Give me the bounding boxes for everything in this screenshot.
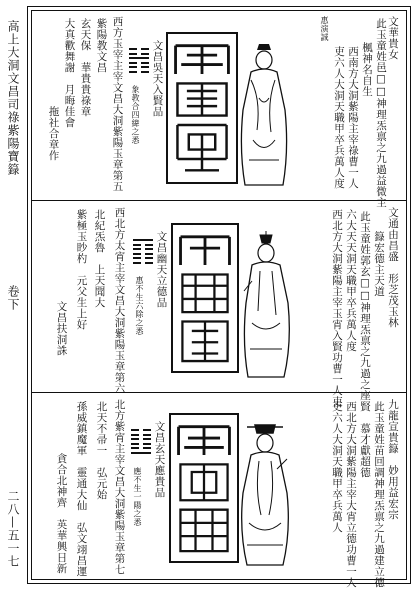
page-number: 二八—五一七 — [6, 490, 20, 568]
hexagram-2 — [133, 239, 153, 266]
panel-3-left-text-3: 貪合北神齊 英華興日新 — [55, 453, 68, 574]
panel-3-right-text-1: 此玉童姓苗回調神理炁禀之九過建立德 — [373, 401, 385, 588]
panel-2-seal-title: 文昌幽天立德品 — [155, 231, 168, 308]
panel-3-right-text-0: 九龍宣貴籙 妙用益宏宗 — [387, 399, 399, 520]
seal-script-block-1 — [166, 32, 238, 184]
panel-1 — [31, 10, 407, 208]
panel-2-left-text-3: 文昌扶洞誅 — [55, 301, 68, 356]
panel-1-seal-title: 文昌吳天入賢品 — [151, 40, 164, 117]
panel-3-left-text-1: 北天不帚一 弘元始 — [95, 401, 108, 500]
panel-2-hexagram-caption: 惠不生六除之悉 — [135, 276, 144, 336]
panel-1-left-text-4: 拖社合章作 — [47, 18, 60, 161]
panel-2-left-text-1: 北紀炁魯 上天聞大 — [93, 209, 106, 308]
deity-figure-2 — [236, 231, 296, 381]
volume-label: 卷下 — [6, 285, 20, 311]
panel-1-left-text-0: 西方玉宰主宰文昌大洞紫陽玉章第五 — [111, 16, 124, 192]
panel-2-right-text-3: 六大天天洞天職甲卒兵萬人度 — [345, 209, 357, 352]
panel-1-right-text-5: 惠演誠 — [320, 16, 329, 42]
panel-1-left-text-1: 紫陽教文昌 — [95, 18, 108, 73]
book-title: 高上大洞文昌司祿紫陽寶籙 — [6, 20, 20, 176]
panel-2-right-text-0: 文通由昌盛 形芝茂玉林 — [387, 207, 399, 328]
deity-figure-1 — [231, 40, 296, 190]
panel-3-left-text-2: 孫威鎮魔軍 靈通大仙 弘文翊昌運 — [75, 401, 88, 577]
panel-3-right-text-4: 吏六人大洞天職甲卒兵萬人 — [331, 401, 343, 533]
panel-2-right-text-1: 籙宏德主天道 — [373, 231, 385, 297]
panel-2-left-text-2: 紫極玉眇杓 元父生上好 — [75, 209, 88, 330]
panel-3-seal-title: 文昌玄天應貴品 — [153, 421, 166, 498]
panel-1-left-text-2: 玄天保 華貴貴祿章 — [79, 18, 92, 117]
panel-1-right-text-0: 文華貴女 — [387, 16, 399, 60]
panel-1-right-text-1: 此玉童姓邑□□神理炁禀之九過益微主 — [375, 18, 387, 208]
hexagram-1 — [129, 48, 149, 75]
seal-script-block-3 — [169, 413, 239, 563]
panel-3-right-text-3: 西北方大洞紫陽主宰大宵立德功曹一人 — [345, 401, 357, 588]
panel-1-right-text-3: 西南方大洞紫陽主宰祿曹一人 — [347, 46, 359, 189]
panel-3-hexagram-caption: 應不生一陽之悉 — [133, 467, 142, 527]
panel-2-right-text-2: 此玉童姓郭玄□□神理炁禀之九過之座賢 — [359, 211, 371, 412]
deity-figure-3 — [233, 419, 297, 569]
panel-1-left-text-3: 大真歡舞謝 月晦佳會 — [63, 18, 76, 128]
seal-script-block-2 — [171, 223, 239, 373]
hexagram-3 — [131, 429, 151, 456]
panel-3-right-text-2: 慕才獻超德 — [359, 423, 371, 478]
panel-1-right-text-4: 吏六人大洞天職甲卒兵萬人度 — [333, 46, 345, 189]
panel-2-right-text-4: 西北方大洞紫陽主宰玉宵入賢功曹一人吏 — [331, 209, 343, 407]
panel-2-left-text-0: 西北方太宵主宰文昌大洞紫陽玉章第六 — [113, 207, 126, 394]
panel-1-hexagram-caption: 象教合四緯之悉 — [131, 85, 140, 145]
panel-3 — [31, 393, 407, 588]
panel-2 — [31, 201, 407, 412]
panel-1-right-text-2: 楓神名自生 — [361, 42, 373, 97]
panel-3-left-text-0: 北方紫宵主宰文昌大洞紫陽玉章第七 — [113, 399, 126, 575]
